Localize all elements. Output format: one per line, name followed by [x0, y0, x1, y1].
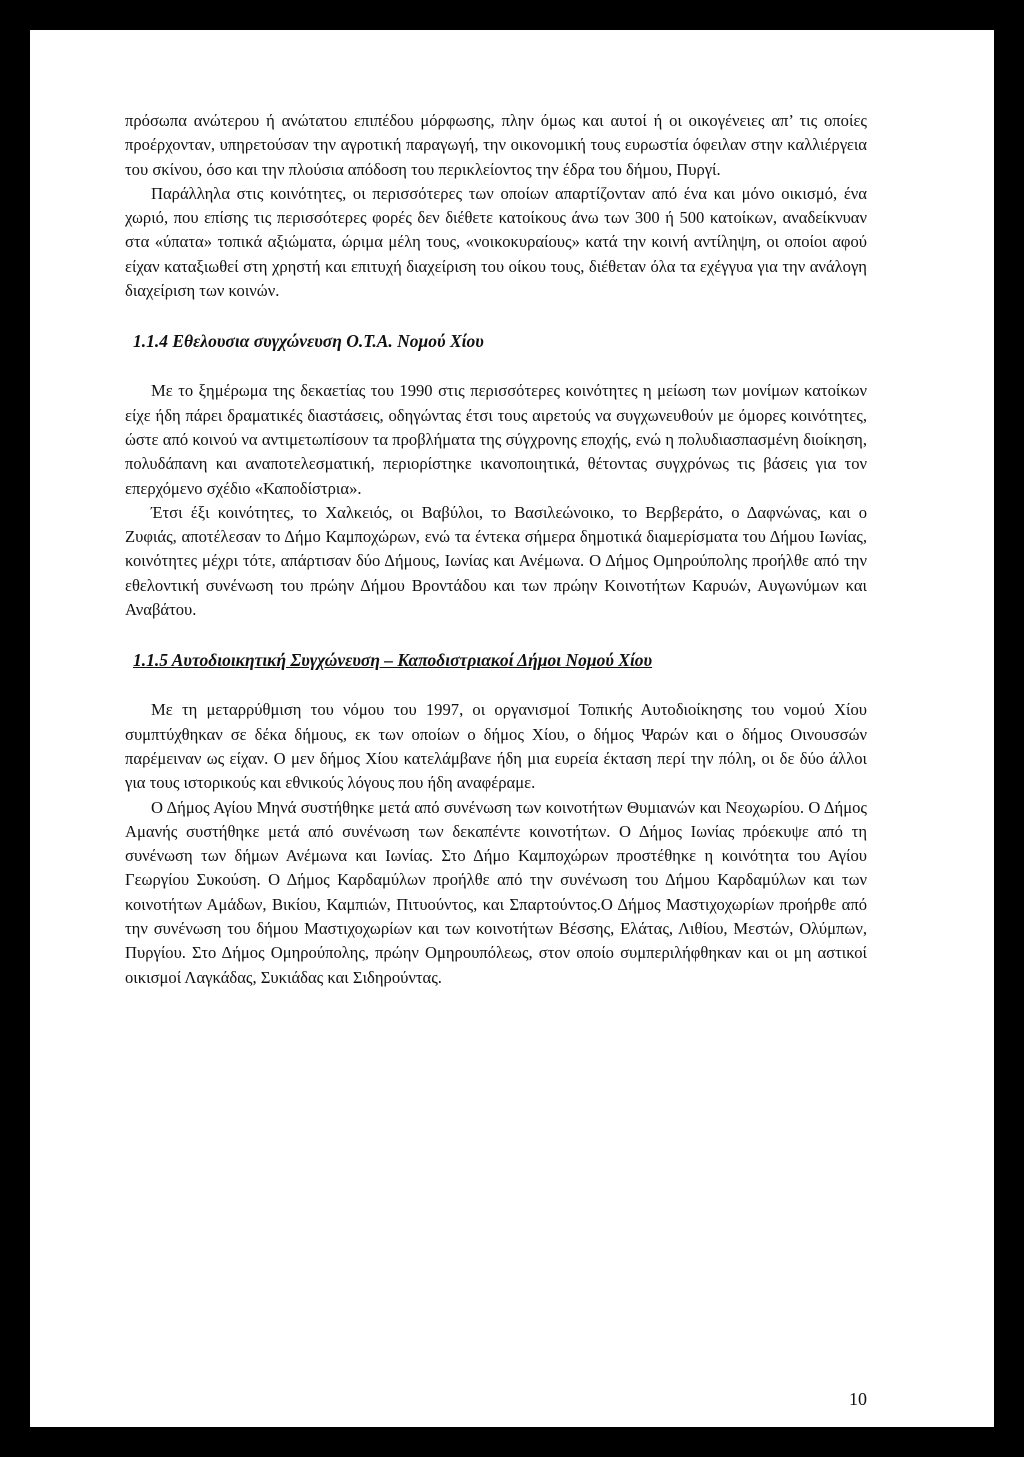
section-1-1-5-paragraph-1: Με τη μεταρρύθμιση του νόμου του 1997, οι οργανισμοί Τοπικής Αυτοδιοίκησης του νομού Χίου συμπτύχθηκαν σε δέκα δήμους, εκ των οποίων ο δήμος Χίου, ο δήμος Ψαρών και ο δήμος Οινουσσών παρέμειναν ως είχαν. Ο μεν δήμος Χίου κατελάμβανε ήδη μια ευρεία έκταση περί την πόλη, οι δε δύο άλλοι για τους ιστορικούς και εθνικούς λόγους που ήδη αναφέραμε.: [125, 700, 867, 793]
section-1-1-5-paragraph-2: Ο Δήμος Αγίου Μηνά συστήθηκε μετά από συνένωση των κοινοτήτων Θυμιανών και Νεοχωρίου. Ο Δήμος Αμανής συστήθηκε μετά από συνένωση των δεκαπέντε κοινοτήτων. Ο Δήμος Ιωνίας πρόεκυψε από τη συνένωση των δήμων Ανέμωνα και Ιωνίας. Στο Δήμο Καμποχώρων προστέθηκε η κοινότητα του Αγίου Γεωργίου Συκούση. Ο Δήμος Καρδαμύλων προήλθε από την συνένωση του Δήμου Καρδαμύλων και των κοινοτήτων Αμάδων, Βικίου, Καμπιών, Πιτυούντος, και Σπαρτούντος.Ο Δήμος Μαστιχοχωρίων προήρθε από την συνένωση του δήμου Μαστιχοχωρίων και των κοινοτήτων Βέσσης, Ελάτας, Λιθίου, Μεστών, Ολύμπων, Πυργίου. Στο Δήμος Ομηρούπολης, πρώην Ομηρουπόλεως, στον οποίο συμπεριλήφθηκαν και οι μη αστικοί οικισμοί Λαγκάδας, Συκιάδας και Σιδηρούντας.: [125, 797, 867, 987]
intro-paragraph-communities: Παράλληλα στις κοινότητες, οι περισσότερες των οποίων απαρτίζονταν από ένα και μόνο οικισμό, ένα χωριό, που επίσης τις περισσότερες φορές δεν διέθετε κατοίκους άνω των 300 ή 500 κατοίκων, αναδείκνυαν στα «ύπατα» τοπικά αξιώματα, ώριμα μέλη τους, «νοικοκυραίους» κατά την κοινή αντίληψη, οι οποίοι αφού είχαν καταξιωθεί στη χρηστή και επιτυχή διαχείριση του οίκου τους, διέθεταν όλα τα εχέγγυα για την ανάλογη διαχείριση των κοινών.: [125, 183, 867, 301]
section-1-1-4-paragraph-1: Με το ξημέρωμα της δεκαετίας του 1990 στις περισσότερες κοινότητες η μείωση των μονίμων κατοίκων είχε ήδη πάρει δραματικές διαστάσεις, οδηγώντας έτσι τους αιρετούς να συγχωνευθούν με όμορες κοινότητες, ώστε από κοινού να αντιμετωπίσουν τα προβλήματα της σύγχρονης εποχής, ενώ η πολυδιασπασμένη διοίκηση, πολυδάπανη και αναποτελεσματική, περιορίστηκε ικανοποιητικά, θέτοντας συγχρόνως τις βάσεις για τον επερχόμενο σχέδιο «Καποδίστρια».: [125, 381, 867, 498]
page-body: [125, 109, 867, 990]
section-1-1-4-paragraph-2: Έτσι έξι κοινότητες, το Χαλκειός, οι Βαβύλοι, το Βασιλεώνοικο, το Βερβεράτο, ο Δαφνώνας, και ο Ζυφιάς, αποτέλεσαν το Δήμο Καμποχώρων, ενώ τα έντεκα σήμερα δημοτικά διαμερίσματα του Δήμου Ιωνίας, κοινότητες μέχρι τότε, απάρτισαν δύο Δήμους, Ιωνίας και Ανέμωνα. Ο Δήμος Ομηρούπολης προήλθε από την εθελοντική συνένωση του πρώην Δήμου Βροντάδου και των πρώην Κοινοτήτων Καρυών, Αυγωνύμων και Αναβάτου.: [125, 502, 867, 620]
section-heading-1-1-5: 1.1.5 Αυτοδιοικητική Συγχώνευση – Καποδιστριακοί Δήμοι Νομού Χίου: [133, 650, 653, 671]
page-number: 10: [849, 1389, 867, 1409]
intro-paragraph-continued: πρόσωπα ανώτερου ή ανώτατου επιπέδου μόρφωσης, πλην όμως και αυτοί ή οι οικογένειες απ’ τις οποίες προέρχονταν, υπηρετούσαν την αγροτική παραγωγή, την οικονομική τους ευρωστία όφειλαν στην καλλιέργεια του σκίνου, όσο και την πλούσια απόδοση του περικλείοντος την έδρα του δήμου, Πυργί.: [125, 111, 867, 179]
section-heading-1-1-4: 1.1.4 Εθελουσια συγχώνευση Ο.Τ.Α. Νομού Χίου: [133, 331, 484, 352]
document-page: [30, 30, 994, 1427]
